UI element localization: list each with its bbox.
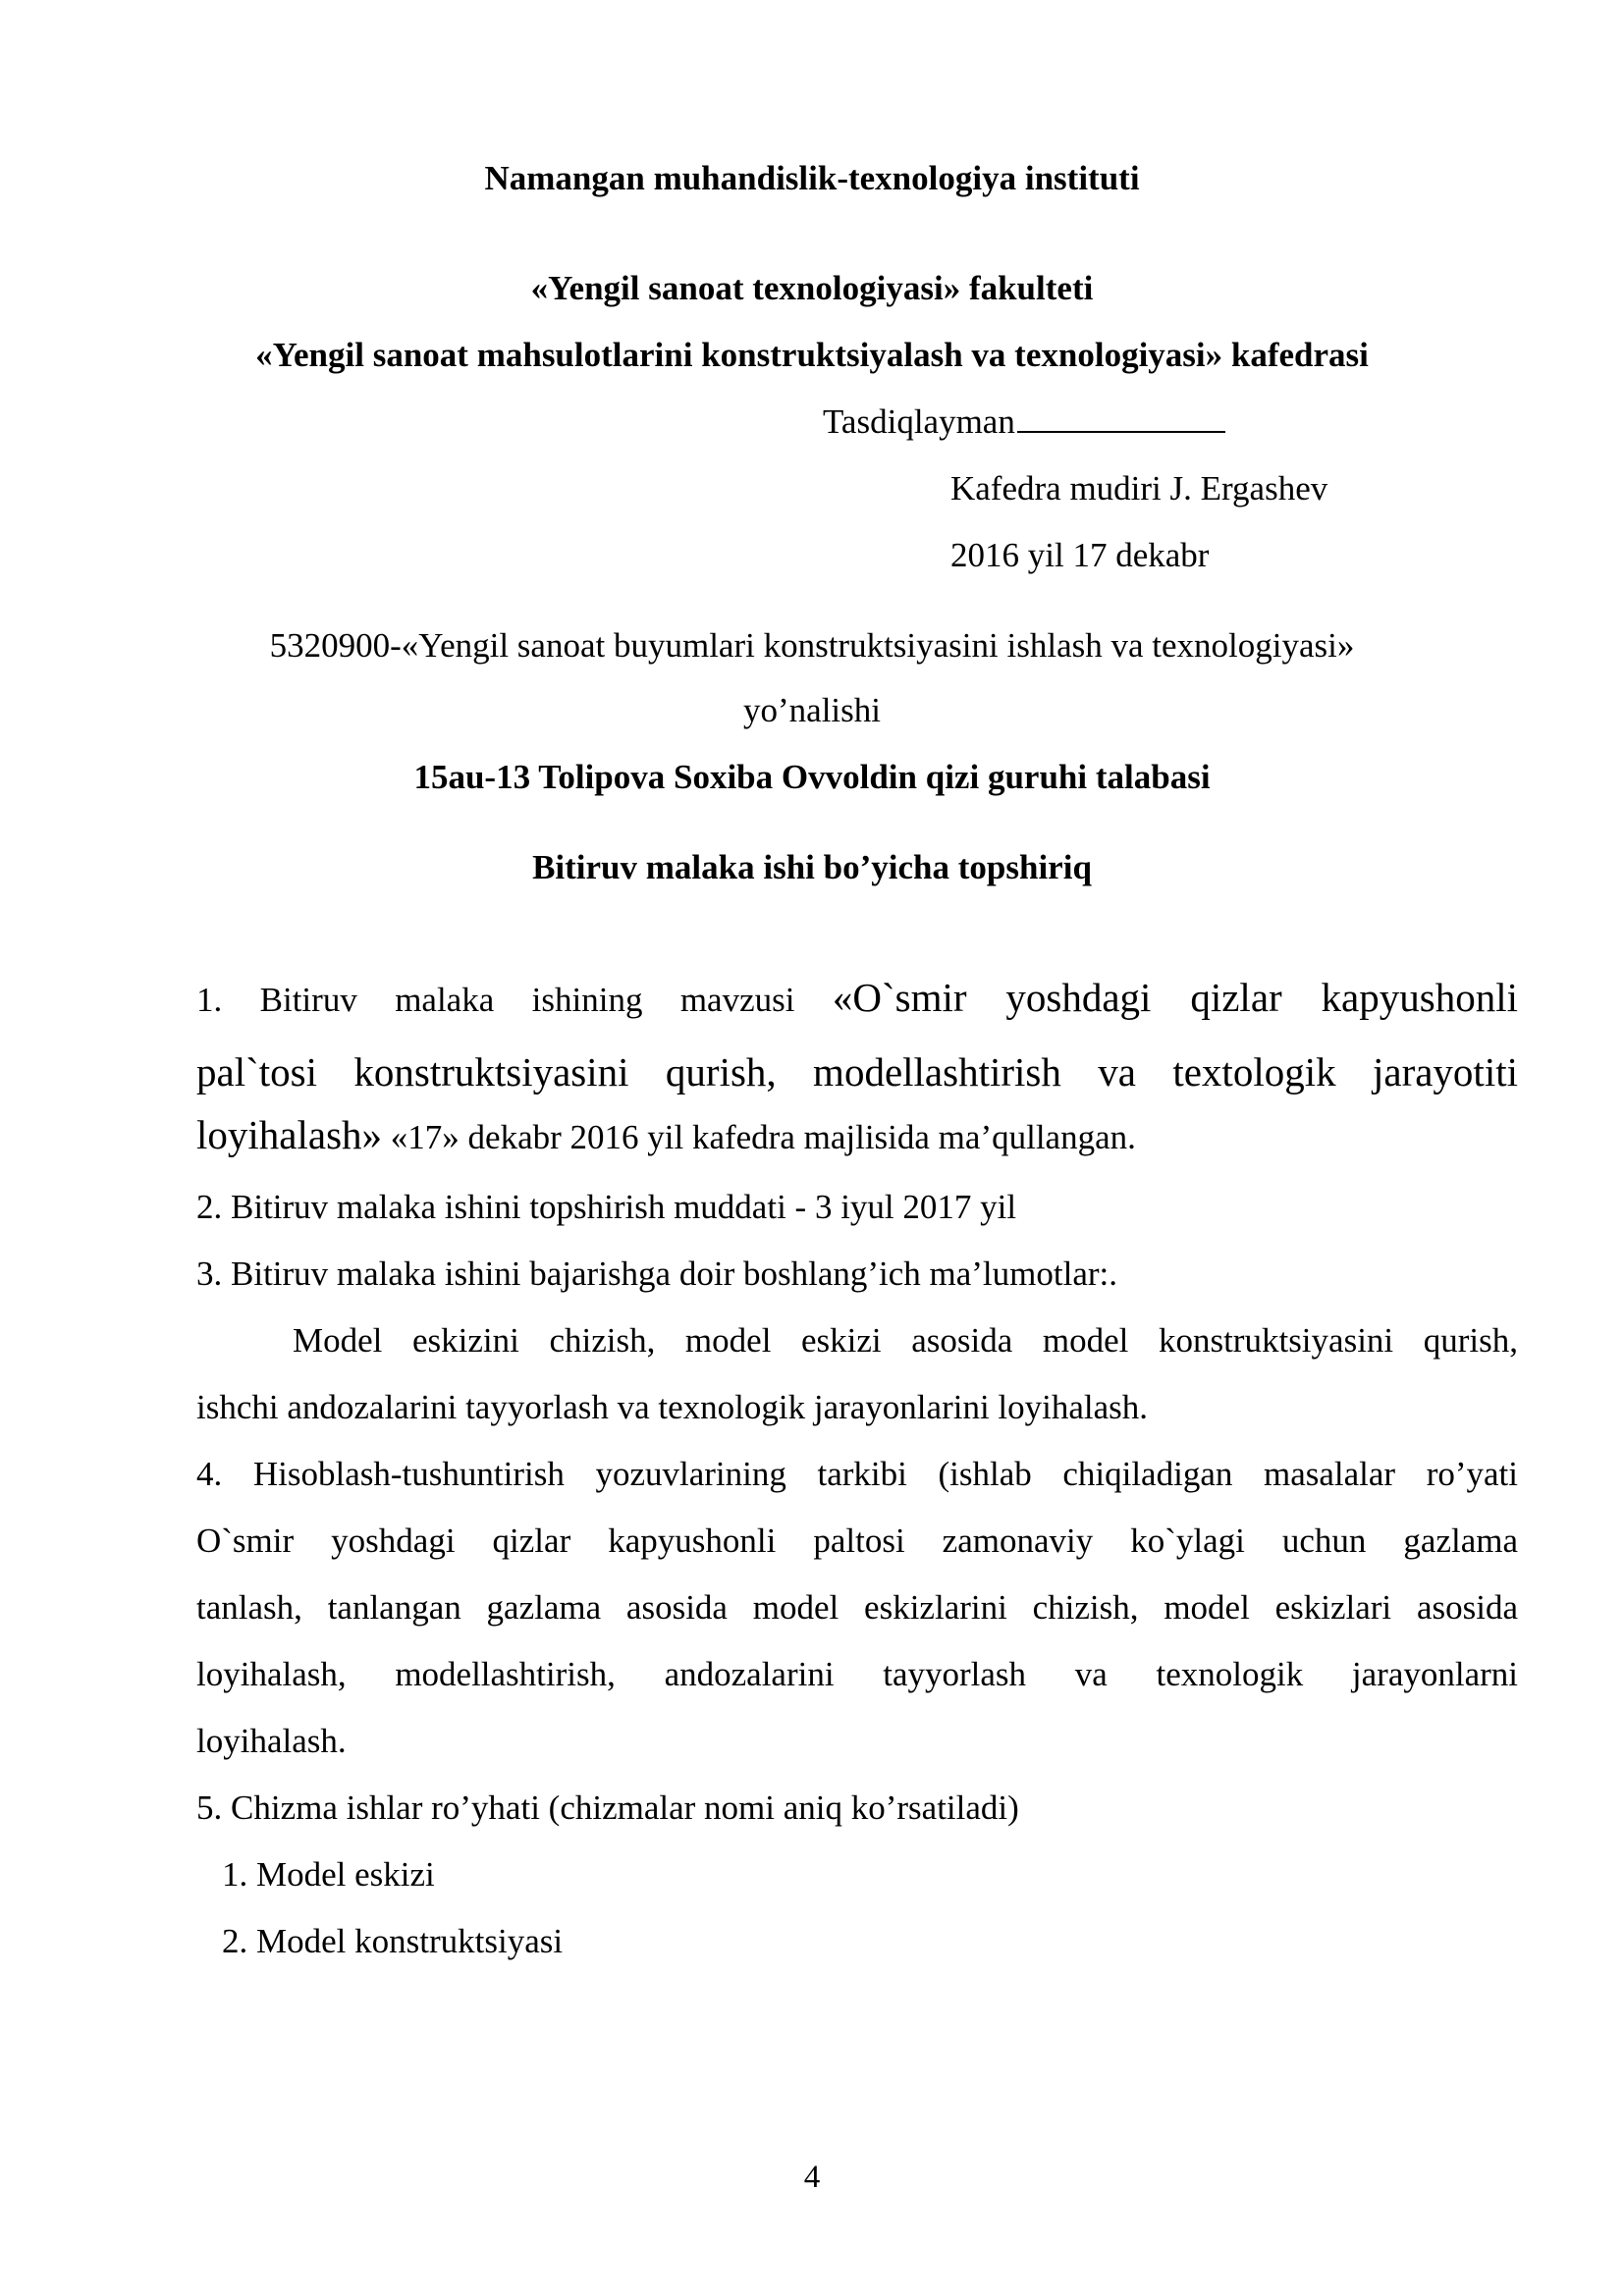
signature-line — [1017, 401, 1225, 433]
item-1-topic-end: loyihalash» — [196, 1112, 383, 1157]
item-4-line-1: 4. Hisoblash-tushuntirish yozuvlarining tarkibi (ishlab chiqiladigan masalalar ro’yati — [196, 1455, 1518, 1493]
item-4-line-4: loyihalash, modellashtirish, andozalarini tayyorlash va texnologik jarayonlarni — [196, 1655, 1518, 1693]
item-1-line-3 — [196, 1113, 1136, 1159]
direction-line-1: 5320900-«Yengil sanoat buyumlari konstruktsiyasini ishlash va texnologiyasi» — [269, 626, 1355, 665]
institute-title: Namangan muhandislik-texnologiya instituti — [484, 159, 1140, 197]
item-5-heading: 5. Chizma ishlar ro’yhati (chizmalar nomi aniq ko’rsatiladi) — [196, 1789, 1019, 1827]
item-4-line-2: O`smir yoshdagi qizlar kapyushonli paltosi zamonaviy ko`ylagi uchun gazlama — [196, 1522, 1518, 1560]
item-1-line-1 — [196, 976, 1518, 1022]
department-title: «Yengil sanoat mahsulotlarini konstruktsiyalash va texnologiyasi» kafedrasi — [255, 336, 1369, 374]
department-head: Kafedra mudiri J. Ergashev — [950, 469, 1328, 507]
document-title: Bitiruv malaka ishi bo’yicha topshiriq — [532, 848, 1092, 886]
approve-label: Tasdiqlayman — [823, 402, 1015, 441]
student-info: 15au-13 Tolipova Soxiba Ovvoldin qizi guruhi talabasi — [413, 758, 1211, 796]
list-item: 2. Model konstruktsiyasi — [222, 1922, 564, 1960]
item-4-line-3: tanlash, tanlangan gazlama asosida model eskizlarini chizish, model eskizlari asosida — [196, 1588, 1518, 1627]
item-1-approval-text: «17» dekabr 2016 yil kafedra majlisida ma’qullangan. — [390, 1118, 1136, 1156]
item-3-line-1: Model eskizini chizish, model eskizi asosida model konstruktsiyasini qurish, — [293, 1321, 1518, 1360]
item-2: 2. Bitiruv malaka ishini topshirish muddati - 3 iyul 2017 yil — [196, 1188, 1017, 1226]
approval-line — [823, 400, 1225, 444]
list-item: 1. Model eskizi — [222, 1855, 435, 1894]
item-1-line-2: pal`tosi konstruktsiyasini qurish, modellashtirish va textologik jarayotiti — [196, 1049, 1518, 1095]
item-3-line-2: ishchi andozalarini tayyorlash va texnologik jarayonlarini loyihalash. — [196, 1388, 1149, 1426]
item-4-line-5: loyihalash. — [196, 1722, 347, 1760]
faculty-title: «Yengil sanoat texnologiyasi» fakulteti — [530, 269, 1094, 307]
approval-date: 2016 yil 17 dekabr — [950, 536, 1210, 574]
item-1-prefix: 1. Bitiruv malaka ishining mavzusi — [196, 981, 795, 1019]
item-1-topic-start: «O`smir yoshdagi qizlar kapyushonli — [832, 975, 1518, 1020]
direction-line-2: yo’nalishi — [743, 691, 881, 729]
page-number: 4 — [803, 2160, 821, 2195]
item-3-heading: 3. Bitiruv malaka ishini bajarishga doir boshlang’ich ma’lumotlar:. — [196, 1255, 1117, 1293]
